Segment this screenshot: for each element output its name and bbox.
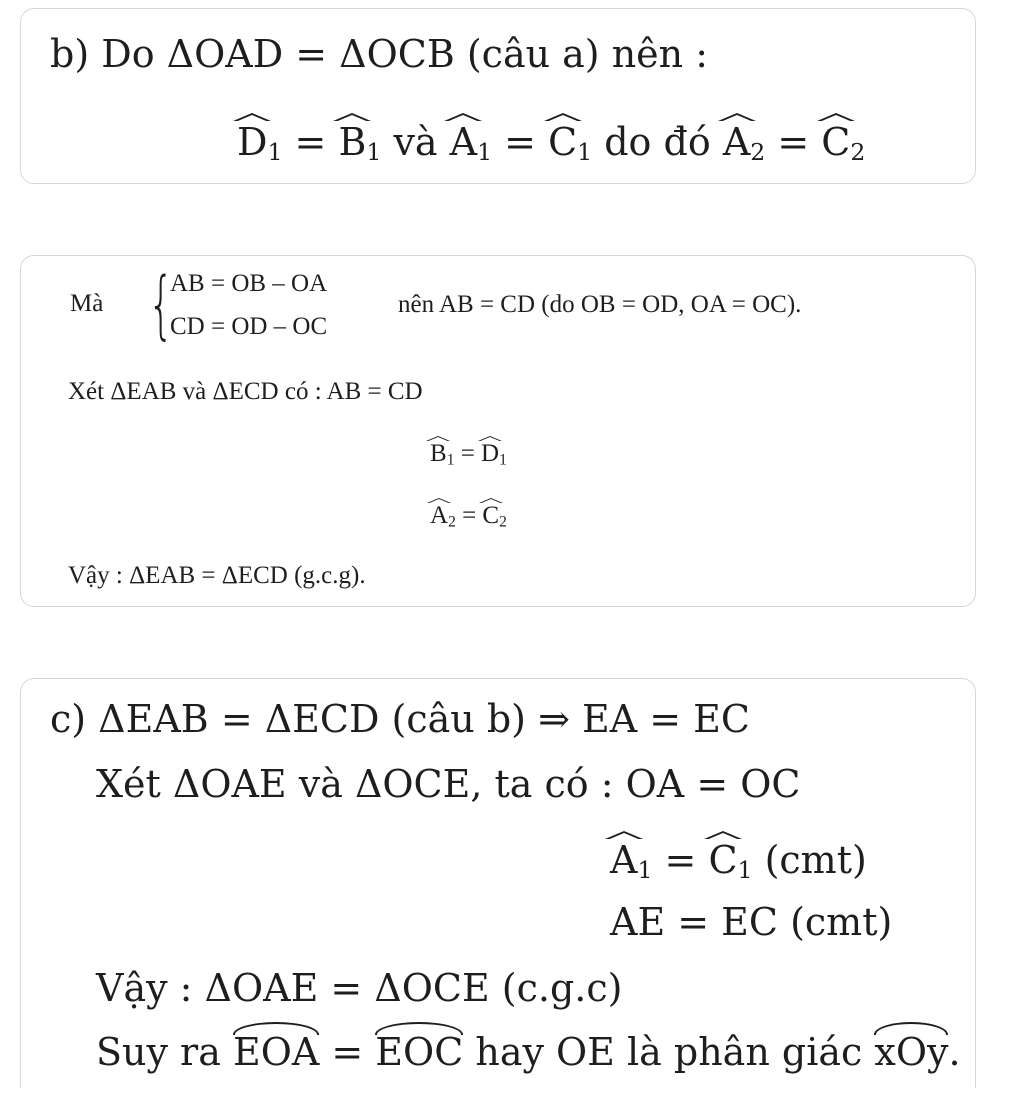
system-eq2: CD = OD – OC bbox=[170, 313, 328, 340]
system-brace: { bbox=[148, 262, 174, 348]
part-c-line4: AE = EC (cmt) bbox=[610, 900, 893, 944]
part-c-line2: Xét ΔOAE và ΔOCE, ta có : OA = OC bbox=[96, 762, 801, 806]
result-line: Vậy : ΔEAB = ΔECD (g.c.g). bbox=[68, 562, 366, 589]
part-c-line5: Vậy : ΔOAE = ΔOCE (c.g.c) bbox=[96, 966, 623, 1010]
condition-angle-b1-d1: $B_1 = D_1$ bbox=[430, 440, 507, 469]
part-c-line1: c) ΔEAB = ΔECD (câu b) ⇒ EA = EC bbox=[50, 697, 750, 741]
system-eq1: AB = OB – OA bbox=[170, 270, 328, 297]
angle-eoa: EOA bbox=[233, 1030, 319, 1074]
ma-label: Mà bbox=[70, 290, 104, 317]
condition-angle-a2-c2: $A_2 = C_2$ bbox=[430, 502, 507, 531]
part-c-line3: $A_1 = C_1$ (cmt) bbox=[610, 838, 867, 885]
system-conclusion: nên AB = CD (do OB = OD, OA = OC). bbox=[398, 291, 802, 318]
angle-xoy: xOy bbox=[874, 1030, 948, 1074]
part-c-line6: Suy ra EOA = EOC hay OE là phân giác xOy. bbox=[96, 1030, 961, 1074]
part-b-angle-equalities: $D_1 = B_1$ và $A_1 = C_1$ do đó $A_2 = C_2$ bbox=[237, 120, 866, 167]
consider-triangles: Xét ΔEAB và ΔECD có : AB = CD bbox=[68, 378, 423, 405]
angle-eoc: EOC bbox=[375, 1030, 463, 1074]
part-b-line1: b) Do ΔOAD = ΔOCB (câu a) nên : bbox=[50, 32, 709, 76]
